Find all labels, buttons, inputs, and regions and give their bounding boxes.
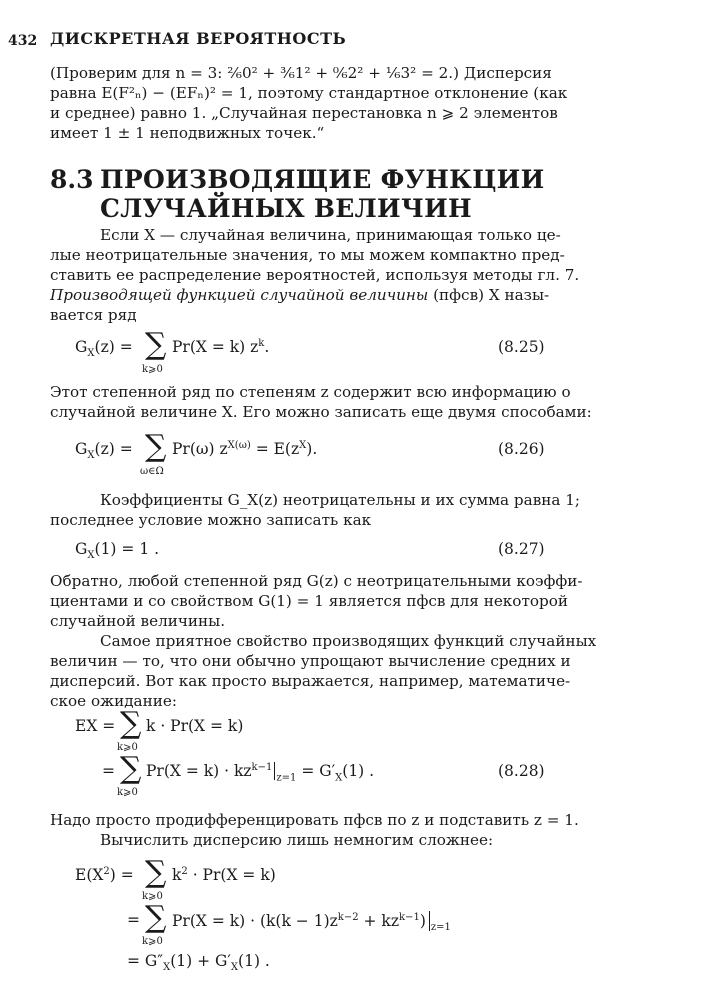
eq-8-26-lhs: G — [75, 440, 88, 458]
eq-var-line-1-text: k — [172, 866, 182, 885]
eq-8-28-lhs: EX = — [75, 717, 116, 735]
eq-var-line-1-body — [172, 866, 276, 884]
para1-line-2: лые неотрицательные значения, то мы можем компактно пред- — [50, 246, 565, 264]
definition-term: Производящей функцией случайной величины — [50, 286, 429, 304]
eq-var-line-3-end: (1) . — [238, 952, 270, 970]
eq-8-28-rhs-end: (1) . — [342, 762, 375, 781]
eq-8-26-body-text: Pr(ω) z — [172, 440, 228, 459]
eq-8-28-line-2-sup: k−1 — [251, 762, 273, 773]
para1-line-1: Если X — случайная величина, принимающая только це- — [100, 226, 561, 244]
para4-line-1: Обратно, любой степенной ряд G(z) с неотрицательными коэффи- — [50, 572, 583, 590]
intro-line-1: (Проверим для n = 3: ²⁄₆0² + ³⁄₆1² + ⁰⁄₆2² + ¹⁄₆3² = 2.) Дисперсия — [50, 64, 552, 82]
eq-8-28-sigma-2: ∑ — [120, 751, 142, 786]
eq-8-27-sub: X — [87, 550, 95, 562]
eq-var-eval-sub: z=1 — [430, 922, 451, 934]
eq-8-28-sigma-1: ∑ — [120, 706, 142, 741]
eq-8-26-number: (8.26) — [498, 440, 545, 458]
eq-8-26-rhs-end: ). — [306, 440, 318, 459]
para1-line-4 — [50, 285, 549, 305]
eq-8-27-number: (8.27) — [498, 540, 545, 558]
eq-var-line-2-body — [172, 911, 451, 933]
eq-8-27-expr: G — [75, 540, 88, 558]
eq-var-lhs — [75, 866, 134, 884]
eq-8-25-lhs-sub: X — [87, 348, 95, 360]
eq-var-lhs-end: ) = — [109, 866, 134, 885]
eq-var-line-2-sup-2: k−1 — [399, 911, 420, 923]
eq-8-26-sum-sub: ω∈Ω — [140, 466, 164, 477]
eq-8-27 — [75, 540, 159, 561]
eq-8-25 — [75, 338, 133, 359]
intro-line-3: и среднее) равно 1. „Случайная перестановка n ⩾ 2 элементов — [50, 104, 558, 122]
eq-8-28-line-2-text: Pr(X = k) · kz — [146, 762, 252, 781]
eq-var-lhs-text: E(X — [75, 866, 104, 885]
eq-8-28-sum-sub-1: k⩾0 — [117, 742, 138, 753]
eq-8-28-rhs-sub: X — [335, 772, 343, 784]
eq-var-line-3-mid: (1) + G′ — [170, 952, 231, 970]
eq-var-line-1-sup: 2 — [181, 866, 188, 877]
running-title: ДИСКРЕТНАЯ ВЕРОЯТНОСТЬ — [50, 29, 347, 48]
para1-line-5: вается ряд — [50, 306, 137, 324]
eq-8-25-lhs: G — [75, 338, 88, 356]
eq-8-26-rhs-sup: X — [299, 440, 307, 451]
para1-line-3: ставить ее распределение вероятностей, используя методы гл. 7. — [50, 266, 580, 284]
eq-8-25-body — [172, 338, 269, 356]
eq-var-line-2-sup-1: k−2 — [337, 911, 359, 923]
section-title-line-2: СЛУЧАЙНЫХ ВЕЛИЧИН — [100, 194, 472, 223]
para5-line-3: дисперсий. Вот как просто выражается, например, математиче- — [50, 672, 571, 690]
eq-8-28-number: (8.28) — [498, 762, 545, 780]
section-title-line-1: ПРОИЗВОДЯЩИЕ ФУНКЦИИ — [100, 165, 545, 194]
eq-8-28-rhs: = G′ — [301, 762, 336, 781]
eq-8-28-sum-sub-2: k⩾0 — [117, 787, 138, 798]
eq-var-eval-bar — [429, 911, 430, 931]
eq-8-27-rest: (1) = 1 . — [94, 540, 160, 558]
eq-var-line-2-end: ) — [419, 912, 426, 930]
eq-var-sum-sub-2: k⩾0 — [142, 936, 163, 947]
para3-line-2: последнее условие можно записать как — [50, 511, 372, 529]
eq-8-26-body-sup: X(ω) — [227, 440, 251, 451]
eq-var-sum-sub-1: k⩾0 — [142, 891, 163, 902]
eq-8-28-line-2-body — [146, 762, 374, 783]
eq-var-sigma-1: ∑ — [145, 855, 167, 890]
eq-var-line-3 — [127, 952, 270, 973]
para4-line-2: циентами и со свойством G(1) = 1 является пфсв для некоторой — [50, 592, 568, 610]
para2-line-2: случайной величине X. Его можно записать еще двумя способами: — [50, 403, 592, 421]
eq-8-25-body-sup: k — [258, 338, 265, 349]
eq-var-line-2-eq: = — [127, 911, 140, 929]
eq-8-25-body-text: Pr(X = k) z — [172, 338, 259, 357]
intro-line-4: имеет 1 ± 1 неподвижных точек.“ — [50, 124, 325, 142]
eq-8-28-eval-sub: z=1 — [276, 772, 297, 784]
para5-line-4: ское ожидание: — [50, 692, 177, 710]
eq-8-26-lhs-sub: X — [87, 450, 95, 462]
eq-var-line-3-sub-2: X — [230, 962, 239, 974]
para3-line-1: Коэффициенты G_X(z) неотрицательны и их сумма равна 1; — [100, 491, 581, 509]
eq-var-line-3-sub-1: X — [163, 962, 171, 974]
eq-8-28-line-2-eq: = — [102, 762, 115, 780]
eq-8-28-line-1-body: k · Pr(X = k) — [146, 717, 244, 735]
eq-8-26-lhs-arg: (z) = — [94, 440, 133, 458]
eq-var-line-2-text: Pr(X = k) · (k(k − 1)z — [172, 912, 338, 930]
eq-var-lhs-sup: 2 — [103, 866, 110, 877]
page-number: 432 — [8, 33, 38, 49]
para5-line-1: Самое приятное свойство производящих функций случайных — [100, 632, 597, 650]
eq-8-26-sigma: ∑ — [145, 429, 167, 464]
para6-line-1: Надо просто продифференцировать пфсв по z и подставить z = 1. — [50, 811, 579, 829]
eq-8-25-number: (8.25) — [498, 338, 545, 356]
para6-line-2: Вычислить дисперсию лишь немногим сложнее: — [100, 831, 494, 849]
eq-8-25-end: . — [264, 338, 270, 357]
intro-line-2: равна E(F²ₙ) − (EFₙ)² = 1, поэтому стандартное отклонение (как — [50, 84, 568, 102]
para2-line-1: Этот степенной ряд по степеням z содержит всю информацию о — [50, 383, 571, 401]
para4-line-3: случайной величины. — [50, 612, 226, 630]
para5-line-2: величин — то, что они обычно упрощают вычисление средних и — [50, 652, 571, 670]
eq-var-line-2-mid: + kz — [358, 912, 399, 930]
eq-8-26 — [75, 440, 133, 461]
para1-line-4-rest: (пфсв) X назы- — [428, 286, 550, 304]
eq-8-25-lhs-arg: (z) = — [94, 338, 133, 356]
eq-8-25-sigma: ∑ — [145, 327, 167, 362]
eq-var-sigma-2: ∑ — [145, 900, 167, 935]
eq-var-line-1-end: · Pr(X = k) — [187, 866, 276, 885]
section-number: 8.3 — [50, 165, 94, 194]
eq-8-25-sum-sub: k⩾0 — [142, 364, 163, 375]
eq-8-26-body — [172, 440, 317, 458]
eq-8-26-rhs: = E(z — [255, 440, 300, 459]
eq-var-line-3-text: = G″ — [127, 952, 164, 970]
